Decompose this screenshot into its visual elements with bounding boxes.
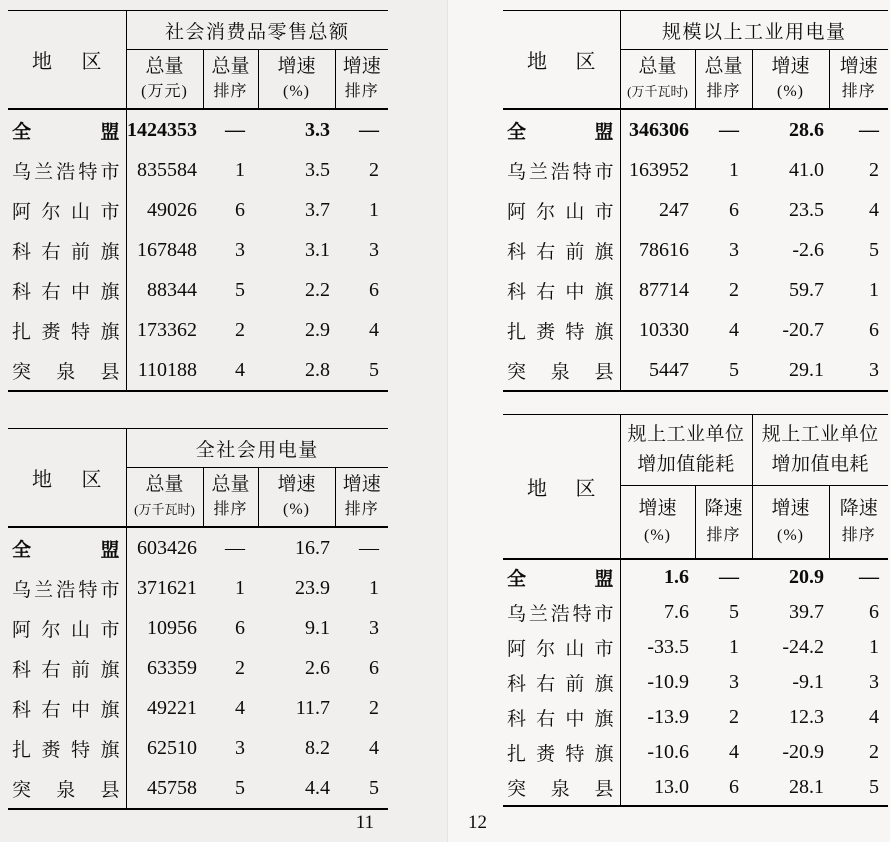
value-cell: 6 (369, 278, 380, 301)
value-cell: 5 (369, 358, 380, 381)
value-cell: 62510 (147, 736, 197, 759)
region-name-cell (503, 735, 620, 770)
value-cell: 3 (369, 238, 380, 261)
value-cell: 5 (729, 601, 740, 623)
value-cell: 163952 (629, 158, 689, 181)
value-cell: 2 (729, 278, 739, 301)
value-cell: 1 (235, 158, 245, 181)
region-column-header: 地 区 (503, 11, 620, 110)
table-row (503, 270, 888, 310)
region-column-header: 地 区 (8, 11, 126, 110)
region-name-cell (503, 770, 620, 806)
table-row (503, 230, 888, 270)
region-name: 科 右 中 旗 (507, 281, 614, 303)
region-name-cell (8, 688, 126, 728)
column-header-total: 总量 (万千瓦时) (126, 468, 203, 528)
value-cell: -9.1 (792, 671, 825, 693)
value-cell: 2 (235, 656, 245, 679)
table-row-total (503, 109, 888, 150)
region-name-cell (8, 109, 126, 150)
value-cell: 28.1 (789, 776, 825, 798)
value-cell: 4 (729, 741, 740, 763)
region-name-cell (503, 700, 620, 735)
table-row (503, 595, 888, 630)
region-name: 乌 兰 浩 特 市 (12, 579, 120, 601)
region-name: 乌 兰 浩 特 市 (507, 161, 614, 183)
table-row (8, 230, 388, 270)
value-cell: 3 (869, 671, 880, 693)
region-name: 全 盟 (12, 539, 120, 561)
value-cell: 87714 (639, 278, 689, 301)
value-cell: 1 (729, 636, 740, 658)
table-row (503, 630, 888, 665)
column-header-total-rank: 总量 排序 (695, 50, 752, 110)
column-header-total: 总量 (万千瓦时) (620, 50, 695, 110)
value-cell: 3 (729, 238, 739, 261)
value-cell: -2.6 (792, 238, 824, 261)
value-cell: 4 (369, 318, 380, 341)
column-header-growth-rank: 增速 排序 (829, 50, 888, 110)
value-cell: 4.4 (305, 776, 330, 799)
value-cell: 49026 (147, 198, 197, 221)
table-title: 规模以上工业用电量 (620, 11, 888, 50)
region-name-cell (503, 630, 620, 665)
table-row (8, 608, 388, 648)
region-name-cell (503, 350, 620, 391)
value-cell: 23.5 (789, 198, 824, 221)
table-row (8, 568, 388, 608)
region-name-cell (8, 270, 126, 310)
value-cell: — (359, 536, 380, 559)
table-title: 全社会用电量 (126, 429, 388, 468)
value-cell: — (225, 118, 245, 141)
region-name-cell (503, 665, 620, 700)
value-cell: 6 (369, 656, 380, 679)
value-cell: 371621 (137, 576, 197, 599)
table-row (503, 150, 888, 190)
value-cell: 1 (235, 576, 245, 599)
value-cell: 39.7 (789, 601, 825, 623)
value-cell: 20.9 (789, 566, 825, 588)
value-cell: 11.7 (295, 696, 330, 719)
region-name-cell (503, 310, 620, 350)
value-cell: 63359 (147, 656, 197, 679)
table-row (503, 350, 888, 391)
region-name: 扎 赉 特 旗 (12, 321, 120, 343)
region-name: 全 盟 (507, 569, 614, 590)
region-column-header: 地 区 (8, 429, 126, 528)
table-title: 社会消费品零售总额 (126, 11, 388, 50)
value-cell: 247 (659, 198, 689, 221)
region-name-cell (8, 150, 126, 190)
page-number-right: 12 (468, 812, 487, 833)
table-row (503, 190, 888, 230)
value-cell: 1 (729, 158, 739, 181)
value-cell: 2 (369, 158, 380, 181)
value-cell: -20.7 (782, 318, 824, 341)
value-cell: 3.7 (305, 198, 330, 221)
value-cell: -24.2 (782, 636, 825, 658)
value-cell: 2 (729, 706, 740, 728)
region-name-cell (503, 190, 620, 230)
value-cell: 5 (235, 278, 245, 301)
value-cell: -10.6 (647, 741, 689, 763)
region-name-cell (503, 595, 620, 630)
value-cell: 603426 (137, 536, 197, 559)
value-cell: 13.0 (654, 776, 689, 798)
table-row (503, 735, 888, 770)
value-cell: 3.5 (305, 158, 330, 181)
region-name: 乌 兰 浩 特 市 (12, 161, 120, 183)
region-name: 科 右 中 旗 (12, 281, 120, 303)
region-name: 科 右 前 旗 (507, 674, 614, 695)
value-cell: 6 (869, 318, 880, 341)
value-cell: 4 (235, 696, 245, 719)
value-cell: — (859, 566, 880, 588)
value-cell: 167848 (137, 238, 197, 261)
value-cell: 3.1 (305, 238, 330, 261)
value-cell: — (859, 118, 880, 141)
region-name: 科 右 中 旗 (507, 709, 614, 730)
value-cell: 3 (235, 736, 245, 759)
region-name-cell (503, 109, 620, 150)
value-cell: — (359, 118, 380, 141)
region-name-cell (503, 150, 620, 190)
table-row-total (8, 527, 388, 568)
region-name-cell (8, 310, 126, 350)
value-cell: 6 (729, 198, 739, 221)
value-cell: 23.9 (295, 576, 330, 599)
table-row (8, 350, 388, 391)
region-name: 阿 尔 山 市 (12, 201, 120, 223)
table-row (8, 150, 388, 190)
value-cell: -13.9 (647, 706, 689, 728)
region-name-cell (503, 270, 620, 310)
value-cell: 9.1 (305, 616, 330, 639)
value-cell: 3 (369, 616, 380, 639)
value-cell: 835584 (137, 158, 197, 181)
region-name: 阿 尔 山 市 (12, 619, 120, 641)
region-name: 突 泉 县 (12, 361, 120, 383)
value-cell: — (719, 118, 739, 141)
value-cell: 4 (869, 706, 880, 728)
region-name: 扎 赉 特 旗 (12, 739, 120, 761)
region-name: 科 右 前 旗 (12, 659, 120, 681)
value-cell: 10956 (147, 616, 197, 639)
value-cell: 4 (729, 318, 739, 341)
region-name-cell (8, 768, 126, 809)
region-name-cell (8, 230, 126, 270)
value-cell: 3.3 (305, 118, 330, 141)
table-row (8, 768, 388, 809)
value-cell: 88344 (147, 278, 197, 301)
value-cell: 5 (869, 238, 880, 261)
value-cell: 7.6 (664, 601, 689, 623)
value-cell: 49221 (147, 696, 197, 719)
value-cell: 29.1 (789, 358, 824, 381)
column-header-growth: 增速 (%) (620, 486, 695, 560)
table-unit-energy-consumption (503, 414, 888, 807)
value-cell: 5 (369, 776, 380, 799)
region-name: 扎 赉 特 旗 (507, 321, 614, 343)
value-cell: 5 (869, 776, 880, 798)
table-row (503, 700, 888, 735)
table-row (503, 310, 888, 350)
table-industrial-electricity (503, 10, 888, 392)
region-column-header: 地 区 (503, 415, 620, 560)
value-cell: 8.2 (305, 736, 330, 759)
page-number-left: 11 (355, 812, 374, 833)
region-name: 科 右 前 旗 (12, 241, 120, 263)
region-name-cell (8, 190, 126, 230)
value-cell: 3 (729, 671, 740, 693)
region-name-cell (8, 350, 126, 391)
region-name-cell (503, 559, 620, 595)
table-row (8, 190, 388, 230)
region-name: 科 右 中 旗 (12, 699, 120, 721)
value-cell: 1424353 (127, 118, 197, 141)
value-cell: 110188 (137, 358, 197, 381)
value-cell: -33.5 (647, 636, 689, 658)
region-name: 突 泉 县 (12, 779, 120, 801)
value-cell: -20.9 (782, 741, 825, 763)
column-header-growth: 增速 (%) (752, 50, 829, 110)
region-name: 阿 尔 山 市 (507, 639, 614, 660)
value-cell: 1 (869, 278, 880, 301)
region-name-cell (8, 527, 126, 568)
value-cell: 5 (235, 776, 245, 799)
value-cell: 59.7 (789, 278, 824, 301)
value-cell: 5 (729, 358, 739, 381)
table-row (8, 688, 388, 728)
region-name: 全 盟 (12, 121, 120, 143)
value-cell: 3 (869, 358, 880, 381)
table-row (8, 648, 388, 688)
region-name: 阿 尔 山 市 (507, 201, 614, 223)
value-cell: 3 (235, 238, 245, 261)
region-name: 科 右 前 旗 (507, 241, 614, 263)
column-header-total-rank: 总量 排序 (203, 468, 258, 528)
table-retail-sales-total (8, 10, 388, 392)
value-cell: -10.9 (647, 671, 689, 693)
value-cell: 10330 (639, 318, 689, 341)
group-header-energy: 规上工业单位 增加值能耗 (620, 415, 752, 486)
table-total-electricity (8, 428, 388, 810)
table-row (8, 310, 388, 350)
value-cell: 2.8 (305, 358, 330, 381)
table-row-total (503, 559, 888, 595)
value-cell: 2 (235, 318, 245, 341)
column-header-growth: 增速 (%) (752, 486, 829, 560)
value-cell: 1 (369, 576, 380, 599)
table-row (503, 770, 888, 806)
value-cell: 1.6 (664, 566, 689, 588)
column-header-decline-rank: 降速 排序 (695, 486, 752, 560)
value-cell: 2 (369, 696, 380, 719)
value-cell: 41.0 (789, 158, 824, 181)
group-header-electricity: 规上工业单位 增加值电耗 (752, 415, 888, 486)
value-cell: 4 (369, 736, 380, 759)
table-row (503, 665, 888, 700)
table-row (8, 270, 388, 310)
value-cell: 4 (235, 358, 245, 381)
table-row (8, 728, 388, 768)
table-row-total (8, 109, 388, 150)
value-cell: 173362 (137, 318, 197, 341)
region-name-cell (503, 230, 620, 270)
column-header-growth: 增速 (%) (258, 468, 335, 528)
region-name: 突 泉 县 (507, 779, 614, 800)
column-header-total-rank: 总量 排序 (203, 50, 258, 110)
region-name-cell (8, 648, 126, 688)
value-cell: 2.6 (305, 656, 330, 679)
column-header-decline-rank: 降速 排序 (829, 486, 888, 560)
value-cell: 4 (869, 198, 880, 221)
value-cell: 1 (369, 198, 380, 221)
value-cell: 6 (729, 776, 740, 798)
column-header-growth: 增速 (%) (258, 50, 335, 110)
value-cell: — (225, 536, 245, 559)
region-name: 乌 兰 浩 特 市 (507, 604, 614, 625)
region-name: 扎 赉 特 旗 (507, 744, 614, 765)
value-cell: 28.6 (789, 118, 824, 141)
value-cell: — (719, 566, 740, 588)
value-cell: 346306 (629, 118, 689, 141)
column-header-growth-rank: 增速 排序 (335, 468, 388, 528)
column-header-growth-rank: 增速 排序 (335, 50, 388, 110)
value-cell: 78616 (639, 238, 689, 261)
value-cell: 2.9 (305, 318, 330, 341)
value-cell: 2.2 (305, 278, 330, 301)
value-cell: 6 (869, 601, 880, 623)
value-cell: 2 (869, 741, 880, 763)
region-name-cell (8, 568, 126, 608)
region-name-cell (8, 608, 126, 648)
value-cell: 45758 (147, 776, 197, 799)
region-name: 全 盟 (507, 121, 614, 143)
value-cell: 16.7 (295, 536, 330, 559)
value-cell: 1 (869, 636, 880, 658)
value-cell: 2 (869, 158, 880, 181)
region-name-cell (8, 728, 126, 768)
value-cell: 6 (235, 198, 245, 221)
value-cell: 12.3 (789, 706, 825, 728)
value-cell: 6 (235, 616, 245, 639)
value-cell: 5447 (649, 358, 689, 381)
column-header-total: 总量 (万元) (126, 50, 203, 110)
region-name: 突 泉 县 (507, 361, 614, 383)
